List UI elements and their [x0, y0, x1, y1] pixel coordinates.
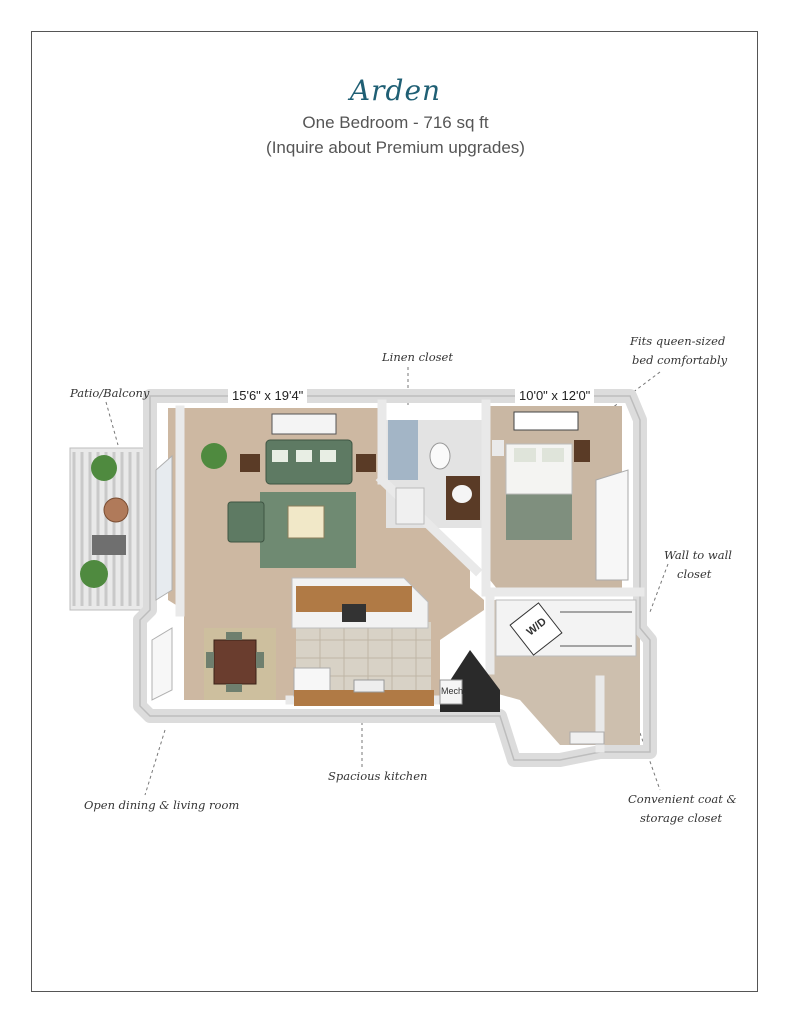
lamp-icon — [492, 440, 504, 456]
callout-wall-closet-line1: Wall to wall — [664, 548, 732, 562]
plan-subtitle: One Bedroom - 716 sq ft — [302, 113, 489, 132]
toilet-icon — [430, 443, 450, 469]
callout-dining-living: Open dining & living room — [84, 798, 240, 812]
sink-icon — [354, 680, 384, 692]
callout-wall-closet-line2: closet — [677, 567, 712, 581]
living-room-dimensions: 15'6" x 19'4" — [228, 388, 307, 403]
end-table-icon — [356, 454, 376, 472]
coat-closet-icon — [570, 732, 604, 744]
callout-linen-closet: Linen closet — [382, 350, 453, 364]
bedroom-dimensions: 10'0" x 12'0" — [515, 388, 594, 403]
callout-patio-balcony: Patio/Balcony — [70, 386, 150, 400]
armchair-icon — [228, 502, 264, 542]
callout-coat-closet-line2: storage closet — [640, 811, 722, 825]
callout-coat-closet-line1: Convenient coat & — [628, 792, 737, 806]
shower-icon — [388, 420, 418, 480]
nightstand-icon — [574, 440, 590, 462]
range-icon — [342, 604, 366, 622]
window-icon — [152, 628, 172, 700]
plan-title: Arden — [349, 74, 442, 107]
callout-queen-bed-line2: bed comfortably — [632, 353, 728, 367]
coffee-table-icon — [288, 506, 324, 538]
window-icon — [596, 470, 628, 580]
plant-icon — [201, 443, 227, 469]
wall-art-icon — [272, 414, 336, 434]
patio-chair-icon — [92, 535, 126, 555]
washer-dryer-tag: W/D — [524, 615, 549, 639]
sliding-door-icon — [156, 456, 172, 600]
end-table-icon — [240, 454, 260, 472]
linen-closet-icon — [396, 488, 424, 524]
plan-note: (Inquire about Premium upgrades) — [266, 138, 525, 157]
callout-kitchen: Spacious kitchen — [328, 769, 428, 783]
plant-icon — [80, 560, 108, 588]
dining-table-icon — [214, 640, 256, 684]
callout-queen-bed-line1: Fits queen-sized — [630, 334, 726, 348]
patio-table-icon — [104, 498, 128, 522]
patio-balcony — [70, 448, 152, 610]
wall-art-icon — [514, 412, 578, 430]
mechanical-tag: Mech. — [441, 686, 466, 696]
plant-icon — [91, 455, 117, 481]
dining-set — [204, 628, 276, 700]
